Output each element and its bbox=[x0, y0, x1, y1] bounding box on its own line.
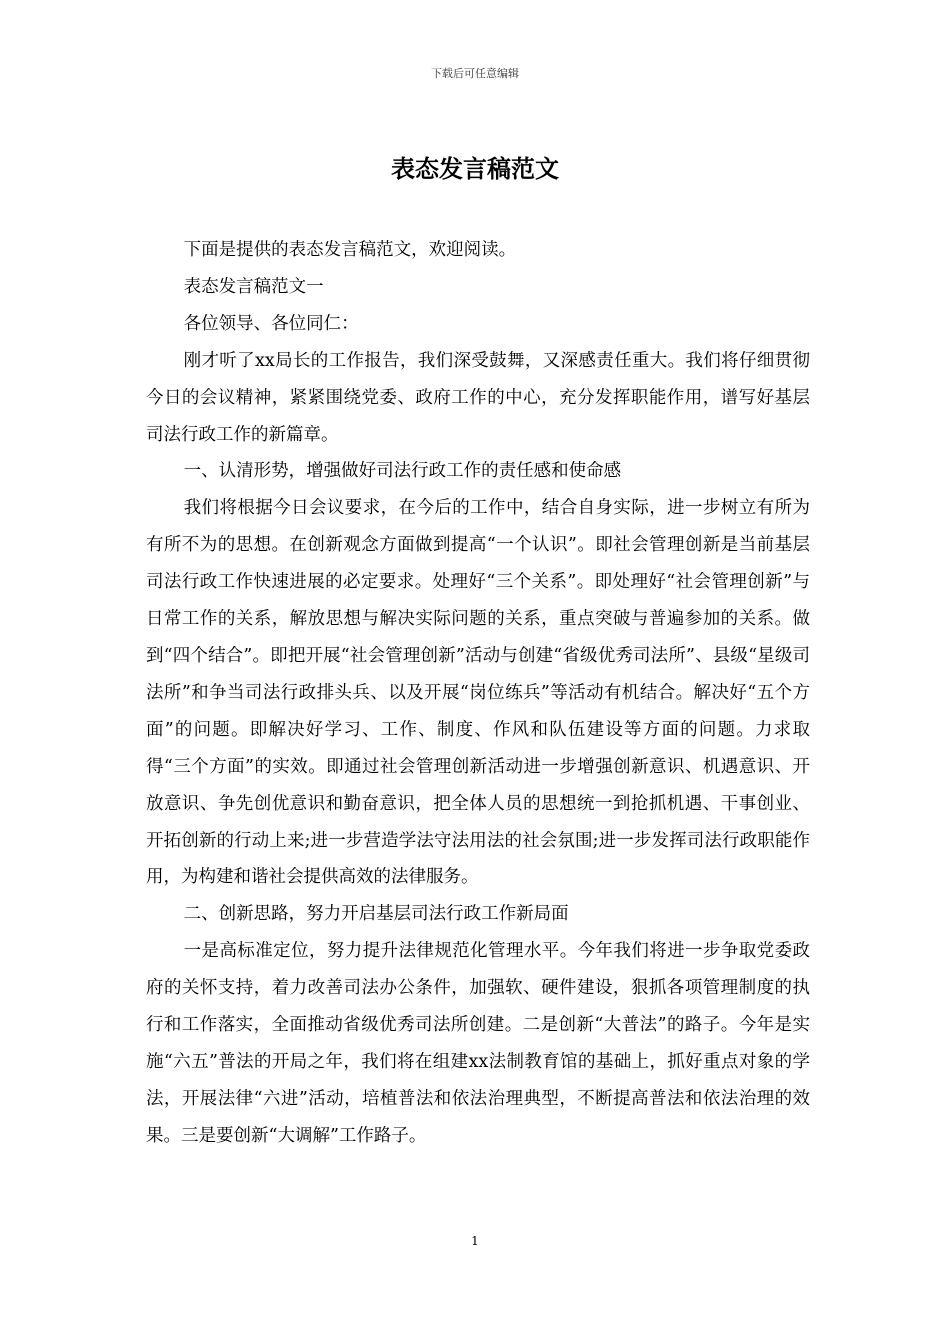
document-body bbox=[146, 232, 810, 1155]
paragraph-salutation: 各位领导、各位同仁： bbox=[183, 313, 359, 334]
paragraph-opening: 刚才听了xx局长的工作报告，我们深受鼓舞，又深感责任重大。我们将仔细贯彻今日的会议精神，紧紧围绕党委、政府工作的中心，充分发挥职能作用，谱写好基层司法行政工作的新篇章。 bbox=[146, 350, 810, 445]
paragraph-subtitle: 表态发言稿范文一 bbox=[183, 276, 324, 297]
page-header: 下载后可任意编辑 bbox=[431, 67, 519, 80]
paragraph-section-one: 我们将根据今日会议要求，在今后的工作中，结合自身实际，进一步树立有所为有所不为的思想。在创新观念方面做到提高“一个认识”。即社会管理创新是当前基层司法行政工作快速进展的必定要求。处理好“三个关系”。即处理好“社会管理创新”与日常工作的关系，解放思想与解决实际问题的关系，重点突破与普遍参加的关系。做到“四个结合”。即把开展“社会管理创新”活动与创建“省级优秀司法所”、县级“星级司法所”和争当司法行政排头兵、以及开展“岗位练兵”等活动有机结合。解决好“五个方面”的问题。即解决好学习、工作、制度、作风和队伍建设等方面的问题。力求取得“三个方面”的实效。即通过社会管理创新活动进一步增强创新意识、机遇意识、开放意识、争先创优意识和勤奋意识，把全体人员的思想统一到抢抓机遇、干事创业、开拓创新的行动上来;进一步营造学法守法用法的社会氛围;进一步发挥司法行政职能作用，为构建和谐社会提供高效的法律服务。 bbox=[146, 498, 810, 888]
document-title: 表态发言稿范文 bbox=[391, 154, 559, 183]
section-heading-one: 一、认清形势，增强做好司法行政工作的责任感和使命感 bbox=[183, 461, 622, 482]
section-heading-two: 二、创新思路，努力开启基层司法行政工作新局面 bbox=[183, 904, 569, 925]
page-number: 1 bbox=[471, 1234, 479, 1248]
paragraph-section-two: 一是高标准定位，努力提升法律规范化管理水平。今年我们将进一步争取党委政府的关怀支持，着力改善司法办公条件，加强软、硬件建设，狠抓各项管理制度的执行和工作落实，全面推动省级优秀司法所创建。二是创新“大普法”的路子。今年是实施“六五”普法的开局之年，我们将在组建xx法制教育馆的基础上，抓好重点对象的学法，开展法律“六进”活动，培植普法和依法治理典型，不断提高普法和依法治理的效果。三是要创新“大调解”工作路子。 bbox=[146, 941, 810, 1146]
paragraph-intro: 下面是提供的表态发言稿范文，欢迎阅读。 bbox=[183, 240, 517, 260]
